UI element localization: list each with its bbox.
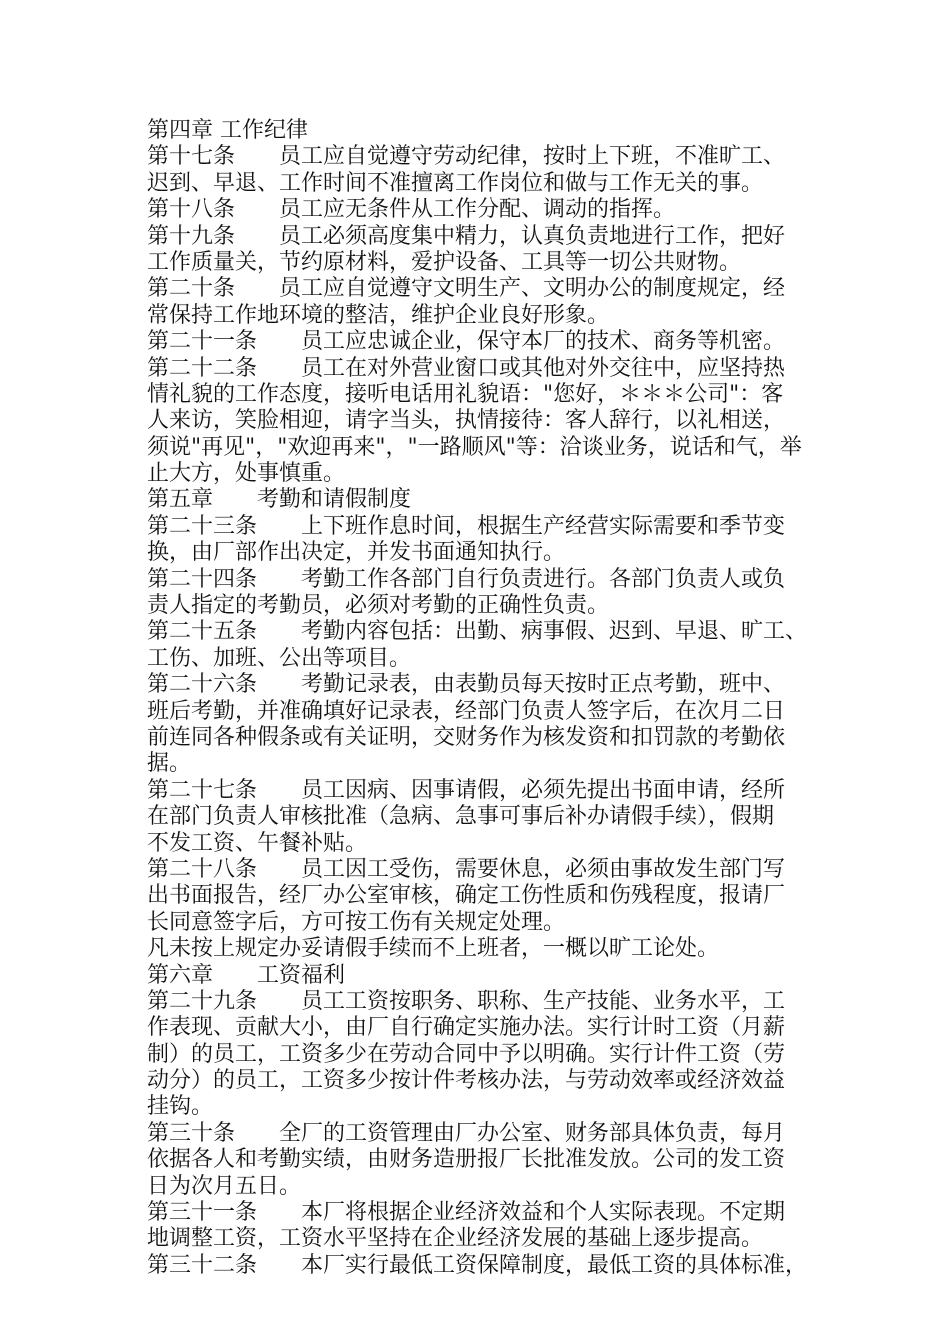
- text-line: 第三十二条 本厂实行最低工资保障制度，最低工资的具体标准，: [147, 1252, 808, 1278]
- text-line: 动分）的员工，工资多少按计件考核办法，与劳动效率或经济效益: [147, 1068, 786, 1094]
- text-line: 班后考勤，并准确填好记录表，经部门负责人签字后，在次月二日: [147, 698, 786, 724]
- text-line: 制）的员工，工资多少在劳动合同中予以明确。实行计件工资（劳: [147, 1041, 786, 1067]
- text-line: 第三十一条 本厂将根据企业经济效益和个人实际表现。不定期: [147, 1200, 786, 1226]
- text-line: 第二十四条 考勤工作各部门自行负责进行。各部门负责人或负: [147, 566, 786, 592]
- text-line: 第二十二条 员工在对外营业窗口或其他对外交往中，应坚持热: [147, 355, 786, 381]
- text-line: 第三十条 全厂的工资管理由厂办公室、财务部具体负责，每月: [147, 1120, 786, 1146]
- text-line: 第六章 工资福利: [147, 962, 346, 988]
- text-line: 挂钩。: [147, 1094, 214, 1120]
- text-line: 凡未按上规定办妥请假手续而不上班者，一概以旷工论处。: [147, 936, 720, 962]
- text-line: 依据各人和考勤实绩，由财务造册报厂长批准发放。公司的发工资: [147, 1147, 786, 1173]
- text-line: 长同意签字后，方可按工伤有关规定处理。: [147, 909, 566, 935]
- text-line: 第二十九条 员工工资按职务、职称、生产技能、业务水平，工: [147, 988, 786, 1014]
- text-line: 工作质量关，节约原材料，爱护设备、工具等一切公共财物。: [147, 249, 742, 275]
- text-line: 常保持工作地环境的整洁，维护企业良好形象。: [147, 302, 610, 328]
- text-line: 第二十八条 员工因工受伤，需要休息，必须由事故发生部门写: [147, 856, 786, 882]
- text-line: 据。: [147, 751, 192, 777]
- text-line: 第二十七条 员工因病、因事请假，必须先提出书面申请，经所: [147, 777, 786, 803]
- text-line: 第二十一条 员工应忠诚企业，保守本厂的技术、商务等机密。: [147, 329, 786, 355]
- text-line: 前连同各种假条或有关证明，交财务作为核发资和扣罚款的考勤依: [147, 724, 786, 750]
- text-line: 工伤、加班、公出等项目。: [147, 645, 412, 671]
- text-line: 第五章 考勤和请假制度: [147, 487, 412, 513]
- text-line: 止大方，处事慎重。: [147, 461, 346, 487]
- text-line: 第二十三条 上下班作息时间，根据生产经营实际需要和季节变: [147, 513, 786, 539]
- text-line: 迟到、早退、工作时间不准擅离工作岗位和做与工作无关的事。: [147, 170, 764, 196]
- text-line: 须说"再见"，"欢迎再来"，"一路顺风"等：洽谈业务，说话和气，举: [147, 434, 802, 460]
- text-line: 第二十六条 考勤记录表，由表勤员每天按时正点考勤，班中、: [147, 672, 786, 698]
- text-line: 情礼貌的工作态度，接听电话用礼貌语："您好，＊＊＊公司"：客: [147, 381, 784, 407]
- text-line: 第四章 工作纪律: [147, 118, 308, 143]
- text-line: 作表现、贡献大小，由厂自行确定实施办法。实行计时工资（月薪: [147, 1015, 786, 1041]
- text-line: 第二十五条 考勤内容包括：出勤、病事假、迟到、早退、旷工、: [147, 619, 808, 645]
- text-line: 第十九条 员工必须高度集中精力，认真负责地进行工作，把好: [147, 223, 786, 249]
- text-line: 在部门负责人审核批准（急病、急事可事后补办请假手续），假期: [147, 804, 775, 830]
- text-line: 换，由厂部作出决定，并发书面通知执行。: [147, 540, 566, 566]
- text-line: 第二十条 员工应自觉遵守文明生产、文明办公的制度规定，经: [147, 276, 786, 302]
- text-line: 出书面报告，经厂办公室审核，确定工伤性质和伤残程度，报请厂: [147, 883, 786, 909]
- text-line: 责人指定的考勤员，必须对考勤的正确性负责。: [147, 593, 610, 619]
- text-line: 日为次月五日。: [147, 1173, 302, 1199]
- document-body: [147, 118, 837, 1279]
- text-line: 地调整工资，工资水平坚持在企业经济发展的基础上逐步提高。: [147, 1226, 764, 1252]
- text-line: 不发工资、午餐补贴。: [147, 830, 368, 856]
- text-line: 第十八条 员工应无条件从工作分配、调动的指挥。: [147, 197, 676, 223]
- text-line: 第十七条 员工应自觉遵守劳动纪律，按时上下班，不准旷工、: [147, 144, 786, 170]
- text-line: 人来访，笑脸相迎，请字当头，执情接待：客人辞行，以礼相送，: [147, 408, 786, 434]
